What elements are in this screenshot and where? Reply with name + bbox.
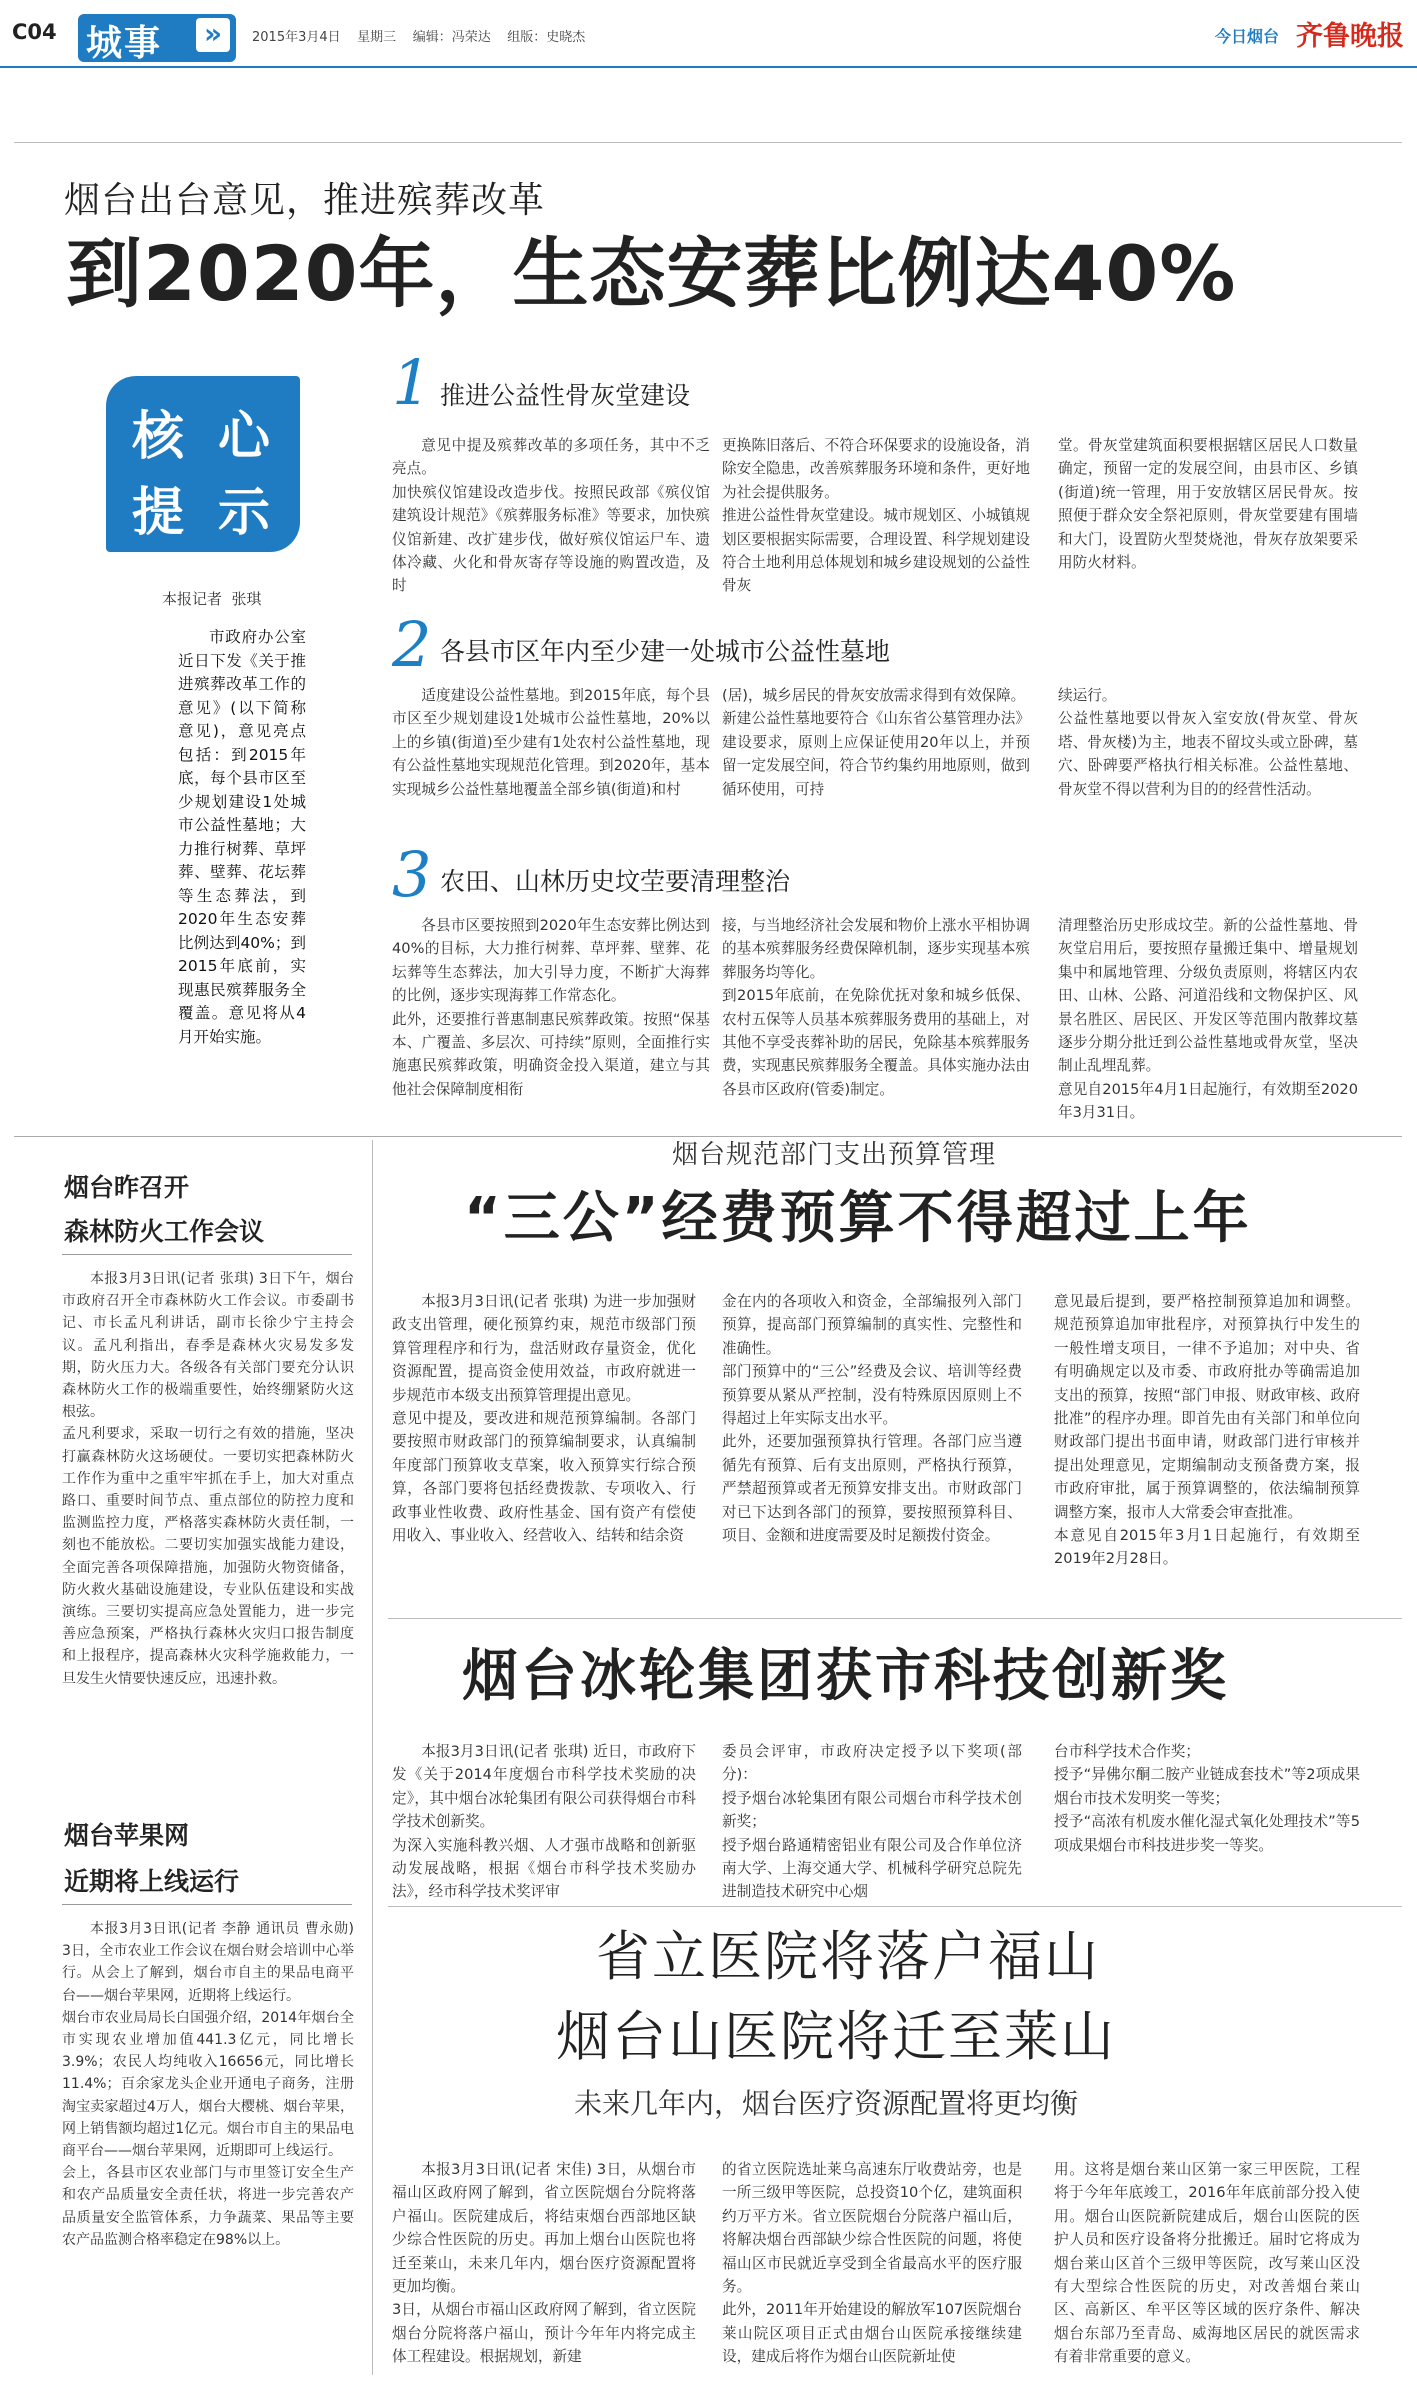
left-column-rule bbox=[372, 1140, 373, 2375]
section-title: 城事 bbox=[86, 23, 163, 64]
section-2-col: 续运行。 公益性墓地要以骨灰入室安放(骨灰堂、骨灰塔、骨灰楼)为主，地表不留坟头或立卧碑，墓穴、卧碑要严格执行相关标准。公益性墓地、骨灰堂不得以营利为目的的经营性活动。 bbox=[1058, 687, 1358, 798]
art4-col: 的省立医院选址莱乌高速东厅收费站旁，也是一所三级甲等医院，总投资10个亿，建筑面积约万平方米。省立医院烟台分院落户福山后，将解决烟台西部缺少综合性医院的问题，将使福山区市民就近享受到全省最高水平的医疗服务。 此外，2011年开始建设的解放军107医院烟台莱山院区项目正式由烟台山医院承接继续建设，建成后将作为烟台山医院新址使 bbox=[722, 2161, 1022, 2366]
section-1-col: 更换陈旧落后、不符合环保要求的设施设备，消除安全隐患，改善殡葬服务环境和条件，更好地为社会提供服务。 推进公益性骨灰堂建设。城市规划区、小城镇规划区要根据实际需要，合理设置、科学规划建设符合土地利用总体规划和城乡建设规划的公益性骨灰 bbox=[722, 437, 1030, 595]
art4-col: 用。这将是烟台莱山区第一家三甲医院，工程将于今年年底竣工，2016年年底前部分投入使用。烟台山医院新院建成后，烟台山医院的医护人员和医疗设备将分批搬迁。届时它将成为烟台莱山区首个三级甲等医院，改写莱山区没有大型综合性医院的历史，对改善烟台莱山区、高新区、牟平区等区域的医疗条件、解决烟台东部乃至青岛、威海地区居民的就医需求有着非常重要的意义。 bbox=[1054, 2161, 1360, 2366]
newspaper-logo: 齐鲁晚报 bbox=[1296, 21, 1404, 52]
section-title: 推进公益性骨灰堂建设 bbox=[440, 381, 691, 410]
core-hint-char: 示 bbox=[218, 483, 271, 543]
section-title: 各县市区年内至少建一处城市公益性墓地 bbox=[440, 637, 891, 666]
section-number: 1 bbox=[392, 346, 432, 419]
art2-col: 本报3月3日讯(记者 张琪) 为进一步加强财政支出管理，硬化预算约束，规范市级部门预算管理程序和行为，盘活财政存量资金，优化资源配置，提高资金使用效益，市政府就进一步规范市本级支出预算管理提出意见。 意见中提及，要改进和规范预算编制。各部门要按照市财政部门的预算编制要求，认真编制年度部门预算收支草案，收入预算实行综合预算，各部门要将包括经费拨款、专项收入、行政事业性收费、政府性基金、国有资产有偿使用收入、事业收入、经营收入、结转和结余资 bbox=[392, 1293, 696, 1545]
header-rule-thin bbox=[14, 142, 1402, 143]
header-layout: 组版：史晓杰 bbox=[507, 30, 586, 45]
left1-body: 本报3月3日讯(记者 张琪) 3日下午，烟台市政府召开全市森林防火工作会议。市委副书记、市长孟凡利讲话，副市长徐少宁主持会议。孟凡利指出，春季是森林火灾易发多发期，防火压力大。各级各有关部门要充分认识森林防火工作的极端重要性，始终绷紧防火这根弦。 孟凡利要求，采取一切行之有效的措施，坚决打赢森林防火这场硬仗。一要切实把森林防火工作作为重中之重牢牢抓在手上，加大对重点路口、重要时间节点、重点部位的防控力度和监测监控力度，严格落实森林防火责任制，一刻也不能放松。二要切实加强实战能力建设，全面完善各项保障措施，加强防火物资储备，防火救火基础设施建设，专业队伍建设和实战演练。三要切实提高应急处置能力，进一步完善应急预案，严格执行森林火灾归口报告制度和上报程序，提高森林火灾科学施救能力，一旦发生火情要快速反应，迅速扑救。 bbox=[62, 1271, 354, 1687]
art2-headline: “三公”经费预算不得超过上年 bbox=[464, 1186, 1252, 1251]
art4-deck: 未来几年内，烟台医疗资源配置将更均衡 bbox=[574, 2087, 1079, 2120]
section-arrow-icon: » bbox=[196, 18, 230, 52]
art3-rule bbox=[388, 1906, 1402, 1907]
art2-kicker: 烟台规范部门支出预算管理 bbox=[672, 1140, 997, 1170]
left2-body: 本报3月3日讯(记者 李静 通讯员 曹永勋) 3日，全市农业工作会议在烟台财会培训中心举行。从会上了解到，烟台市自主的果品电商平台——烟台苹果网，近期将上线运行。 烟台市农业局局长白国强介绍，2014年烟台全市实现农业增加值441.3亿元，同比增长3.9%；农民人均纯收入16656元，同比增长11.4%；百余家龙头企业开通电子商务，注册淘宝卖家超过4万人，烟台大樱桃、烟台苹果，网上销售额均超过1亿元。烟台市自主的果品电商平台——烟台苹果网，近期即可上线运行。 会上，各县市区农业部门与市里签订安全生产和农产品质量安全责任状，将进一步完善农产品质量安全监管体系，力争蔬菜、果品等主要农产品监测合格率稳定在98%以上。 bbox=[62, 1921, 354, 2248]
left2-title: 近期将上线运行 bbox=[64, 1867, 240, 1896]
section-title: 农田、山林历史坟茔要清理整治 bbox=[440, 867, 791, 896]
section-1-col: 堂。骨灰堂建筑面积要根据辖区居民人口数量确定，预留一定的发展空间，由县市区、乡镇(街道)统一管理，用于安放辖区居民骨灰。按照便于群众安全祭祀原则，骨灰堂要建有围墙和大门，设置防火型焚烧池，骨灰存放架要采用防火材料。 bbox=[1058, 437, 1358, 572]
lead-kicker: 烟台出台意见，推进殡葬改革 bbox=[64, 180, 546, 221]
art4-headline: 省立医院将落户福山 bbox=[596, 1925, 1100, 1988]
left1-title-rule bbox=[62, 1254, 352, 1255]
core-hint-box bbox=[106, 376, 300, 552]
art2-col: 金在内的各项收入和资金，全部编报列入部门预算，提高部门预算编制的真实性、完整性和准确性。 部门预算中的“三公”经费及会议、培训等经费预算要从紧从严控制，没有特殊原因原则上不得超过上年实际支出水平。 此外，还要加强预算执行管理。各部门应当遵循先有预算、后有支出原则，严格执行预算，严禁超预算或者无预算安排支出。市财政部门对已下达到各部门的预算，要按照预算科目、项目、金额和进度需要及时足额拨付资金。 bbox=[722, 1293, 1022, 1545]
lead-byline: 本报记者 张琪 bbox=[162, 590, 262, 608]
header-column: 今日烟台 bbox=[1215, 27, 1280, 46]
section-2-col: (居)，城乡居民的骨灰安放需求得到有效保障。 新建公益性墓地要符合《山东省公墓管理办法》建设要求，原则上应保证使用20年以上，并预留一定发展空间，符合节约集约用地原则，做到循环使用，可持 bbox=[722, 687, 1030, 798]
header-weekday: 星期三 bbox=[357, 30, 397, 45]
section-number: 3 bbox=[392, 838, 432, 911]
art4-headline: 烟台山医院将迁至莱山 bbox=[556, 2005, 1116, 2068]
section-1-col: 意见中提及殡葬改革的多项任务，其中不乏亮点。 加快殡仪馆建设改造步伐。按照民政部《殡仪馆建筑设计规范》《殡葬服务标准》等要求，加快殡仪馆新建、改扩建步伐，做好殡仪馆运尸车、遗体冷藏、火化和骨灰寄存等设施的购置改造，及时 bbox=[392, 437, 710, 595]
section-number: 2 bbox=[392, 608, 432, 681]
core-hint-char: 核 bbox=[132, 407, 185, 467]
header-rule bbox=[0, 66, 1417, 68]
art3-headline: 烟台冰轮集团获市科技创新奖 bbox=[462, 1644, 1229, 1709]
art3-col: 台市科学技术合作奖； 授予“异佛尔酮二胺产业链成套技术”等2项成果烟台市技术发明奖一等奖； 授予“高浓有机废水催化湿式氧化处理技术”等5项成果烟台市科技进步奖一等奖。 bbox=[1054, 1743, 1360, 1854]
art2-col: 意见最后提到，要严格控制预算追加和调整。规范预算追加审批程序，对预算执行中发生的一般性增支项目，一律不予追加；对中央、省有明确规定以及市委、市政府批办等确需追加支出的预算，按照“部门申报、财政审核、政府批准”的程序办理。即首先由有关部门和单位向财政部门提出书面申请，财政部门进行审核并提出处理意见，定期编制动支预备费方案，报市政府审批，属于预算调整的，依法编制预算调整方案，报市人大常委会审查批准。 本意见自2015年3月1日起施行，有效期至2019年2月28日。 bbox=[1054, 1293, 1360, 1568]
header-date: 2015年3月4日 bbox=[252, 30, 341, 45]
left2-title: 烟台苹果网 bbox=[64, 1821, 190, 1850]
page-number: C04 bbox=[12, 20, 57, 44]
left1-title: 森林防火工作会议 bbox=[64, 1217, 265, 1246]
art3-col: 本报3月3日讯(记者 张琪) 近日，市政府下发《关于2014年度烟台市科学技术奖励的决定》，其中烟台冰轮集团有限公司获得烟台市科学技术创新奖。 为深入实施科教兴烟、人才强市战略和创新驱动发展战略，根据《烟台市科学技术奖励办法》，经市科学技术奖评审 bbox=[392, 1743, 696, 1901]
lead-headline: 到2020年，生态安葬比例达40% bbox=[66, 229, 1237, 318]
header-editor: 编辑：冯荣达 bbox=[412, 30, 491, 45]
section-2-col: 适度建设公益性墓地。到2015年底，每个县市区至少规划建设1处城市公益性墓地，20%以上的乡镇(街道)至少建有1处农村公益性墓地，现有公益性墓地实现规范化管理。到2020年，基本实现城乡公益性墓地覆盖全部乡镇(街道)和村 bbox=[392, 687, 710, 798]
art2-rule bbox=[388, 1618, 1402, 1619]
art4-col: 本报3月3日讯(记者 宋佳) 3日，从烟台市福山区政府网了解到，省立医院烟台分院将落户福山。医院建成后，将结束烟台西部地区缺少综合性医院的历史。再加上烟台山医院也将迁至莱山，未来几年内，烟台医疗资源配置将更加均衡。 3日，从烟台市福山区政府网了解到，省立医院烟台分院将落户福山，预计今年年内将完成主体工程建设。根据规划，新建 bbox=[392, 2161, 696, 2366]
section-3-col: 各县市区要按照到2020年生态安葬比例达到40%的目标，大力推行树葬、草坪葬、壁葬、花坛葬等生态葬法，加大引导力度，不断扩大海葬的比例，逐步实现海葬工作常态化。 此外，还要推行普惠制惠民殡葬政策。按照“保基本、广覆盖、多层次、可持续”原则，全面推行实施惠民殡葬政策，明确资金投入渠道，建立与其他社会保障制度相衔 bbox=[392, 917, 710, 1098]
art3-col: 委员会评审，市政府决定授予以下奖项(部分)： 授予烟台冰轮集团有限公司烟台市科学技术创新奖； 授予烟台路通精密铝业有限公司及合作单位济南大学、上海交通大学、机械科学研究总院先进制造技术研究中心烟 bbox=[722, 1743, 1022, 1901]
core-hint-char: 心 bbox=[218, 407, 271, 467]
left2-title-rule bbox=[62, 1904, 352, 1905]
core-hint-char: 提 bbox=[132, 483, 185, 543]
section-3-col: 清理整治历史形成坟茔。新的公益性墓地、骨灰堂启用后，要按照存量搬迁集中、增量规划集中和属地管理、分级负责原则，将辖区内农田、山林、公路、河道沿线和文物保护区、风景名胜区、居民区、开发区等范围内散葬坟墓逐步分期分批迁到公益性墓地或骨灰堂，坚决制止乱埋乱葬。 意见自2015年4月1日起施行，有效期至2020年3月31日。 bbox=[1058, 917, 1358, 1122]
left1-title: 烟台昨召开 bbox=[64, 1173, 190, 1202]
lead-summary: 市政府办公室近日下发《关于推进殡葬改革工作的意见》(以下简称意见)，意见亮点包括：到2015年底，每个县市区至少规划建设1处城市公益性墓地；大力推行树葬、草坪葬、壁葬、花坛葬等生态葬法，到2020年生态安葬比例达到40%；到2015年底前，实现惠民殡葬服务全覆盖。意见将从4月开始实施。 bbox=[178, 628, 306, 1046]
section-3-col: 接，与当地经济社会发展和物价上涨水平相协调的基本殡葬服务经费保障机制，逐步实现基本殡葬服务均等化。 到2015年底前，在免除优抚对象和城乡低保、农村五保等人员基本殡葬服务费用的基础上，对其他不享受丧葬补助的居民，免除基本殡葬服务费，实现惠民殡葬服务全覆盖。具体实施办法由各县市区政府(管委)制定。 bbox=[722, 917, 1030, 1098]
